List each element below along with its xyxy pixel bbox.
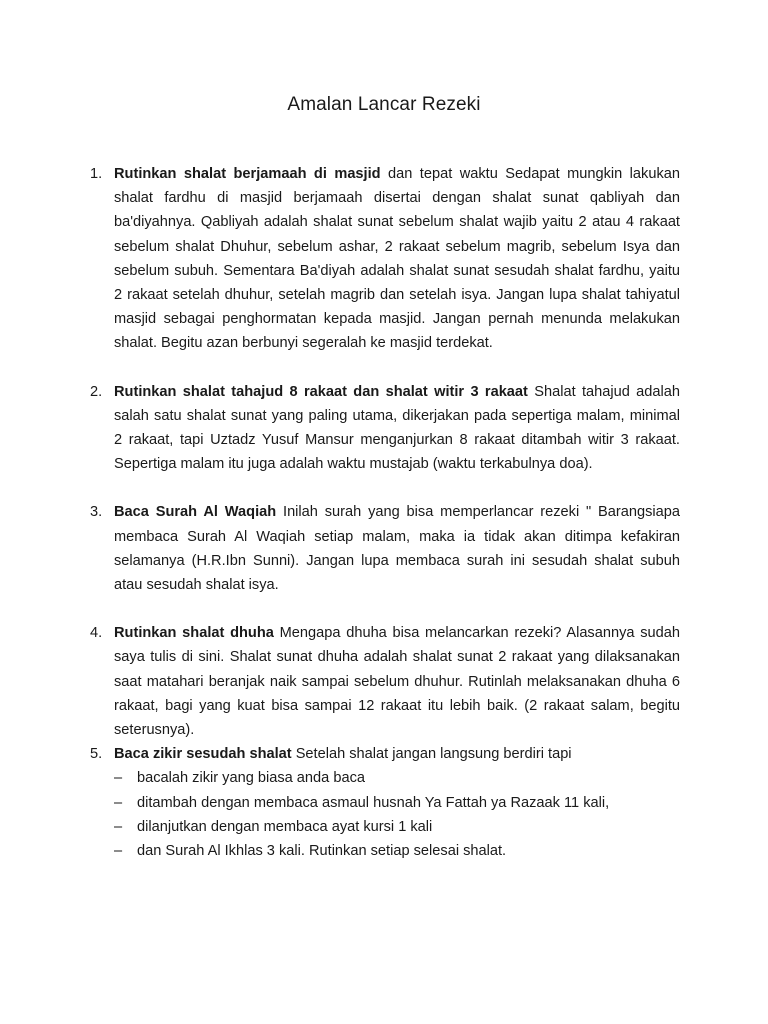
item-lead: Baca Surah Al Waqiah xyxy=(114,504,277,521)
sub-item xyxy=(90,839,680,863)
sub-item xyxy=(90,815,680,839)
dash-marker: – xyxy=(114,770,123,787)
numbered-list xyxy=(90,162,680,863)
item-number: 2. xyxy=(90,383,103,400)
sub-item xyxy=(90,791,680,815)
item-text: dan tepat waktu Sedapat mungkin lakukan shalat fardhu di masjid berjamaah disertai dengan shalat sunat qabliyah dan ba'diyahnya. Qabliyah adalah shalat sunat sebelum shalat wajib yaitu 2 atau 4 rakaat sebelum shalat Dhuhur, sebelum ashar, 2 rakaat sebelum magrib, sebelum Isya dan sebelum subuh. Sementara Ba'diyah adalah shalat sunat sesudah shalat fardhu, yaitu 2 rakaat setelah dhuhur, setelah magrib dan setelah isya. Jangan lupa shalat tahiyatul masjid sebagai penghormatan kepada masjid. Jangan pernah menunda melakukan shalat. Begitu azan berbunyi segeralah ke masjid terdekat. xyxy=(114,166,680,352)
list-item-1 xyxy=(90,162,680,356)
dash-marker: – xyxy=(114,794,123,811)
item-lead: Rutinkan shalat tahajud 8 rakaat dan shalat witir 3 rakaat xyxy=(114,383,528,400)
list-item-4 xyxy=(90,621,680,742)
item-number: 1. xyxy=(90,166,103,182)
document-title: Amalan Lancar Rezeki xyxy=(287,94,481,115)
sub-item-text: dilanjutkan dengan membaca ayat kursi 1 kali xyxy=(137,818,433,835)
item-text: Setelah shalat jangan langsung berdiri tapi xyxy=(291,746,572,763)
sub-item-text: bacalah zikir yang biasa anda baca xyxy=(137,770,365,787)
item-text: Inilah surah yang bisa memperlancar rezeki " Barangsiapa membaca Surah Al Waqiah setiap malam, maka ia tidak akan ditimpa kefakiran selamanya (H.R.Ibn Sunni). Jangan lupa membaca surah ini sesudah shalat subuh atau sesudah shalat isya. xyxy=(114,504,681,594)
item-number: 3. xyxy=(90,504,103,521)
list-item-5 xyxy=(90,742,680,766)
spacer xyxy=(90,597,680,621)
item-lead: Baca zikir sesudah shalat xyxy=(114,746,292,763)
item-lead: Rutinkan shalat dhuha xyxy=(114,625,274,642)
item-text: Shalat tahajud adalah salah satu shalat sunat yang paling utama, dikerjakan pada sepertiga malam, minimal 2 rakaat, tapi Uztadz Yusuf Mansur menganjurkan 8 rakaat ditambah witir 3 rakaat. Sepertiga malam itu juga adalah waktu mustajab (waktu terkabulnya doa). xyxy=(114,383,681,473)
list-item-3 xyxy=(90,500,680,597)
spacer xyxy=(90,476,680,500)
item-text: Mengapa dhuha bisa melancarkan rezeki? Alasannya sudah saya tulis di sini. Shalat sunat dhuha adalah shalat sunat 2 rakaat yang dilaksanakan saat matahari beranjak naik sampai sebelum dhuhur. Rutinlah melaksanakan dhuha 6 rakaat, bagi yang kuat bisa sampai 12 rakaat itu lebih baik. (2 rakaat salam, begitu seterusnya). xyxy=(114,625,680,739)
item-number: 5. xyxy=(90,746,103,763)
dash-marker: – xyxy=(114,843,123,860)
item-number: 4. xyxy=(90,625,103,642)
sub-item xyxy=(90,766,680,790)
spacer xyxy=(90,356,680,380)
list-item-2 xyxy=(90,380,680,477)
sub-item-text: ditambah dengan membaca asmaul husnah Ya Fattah ya Razaak 11 kali, xyxy=(137,794,610,811)
item-lead: Rutinkan shalat berjamaah di masjid xyxy=(114,166,381,182)
dash-marker: – xyxy=(114,818,123,835)
sub-item-text: dan Surah Al Ikhlas 3 kali. Rutinkan setiap selesai shalat. xyxy=(137,843,507,860)
